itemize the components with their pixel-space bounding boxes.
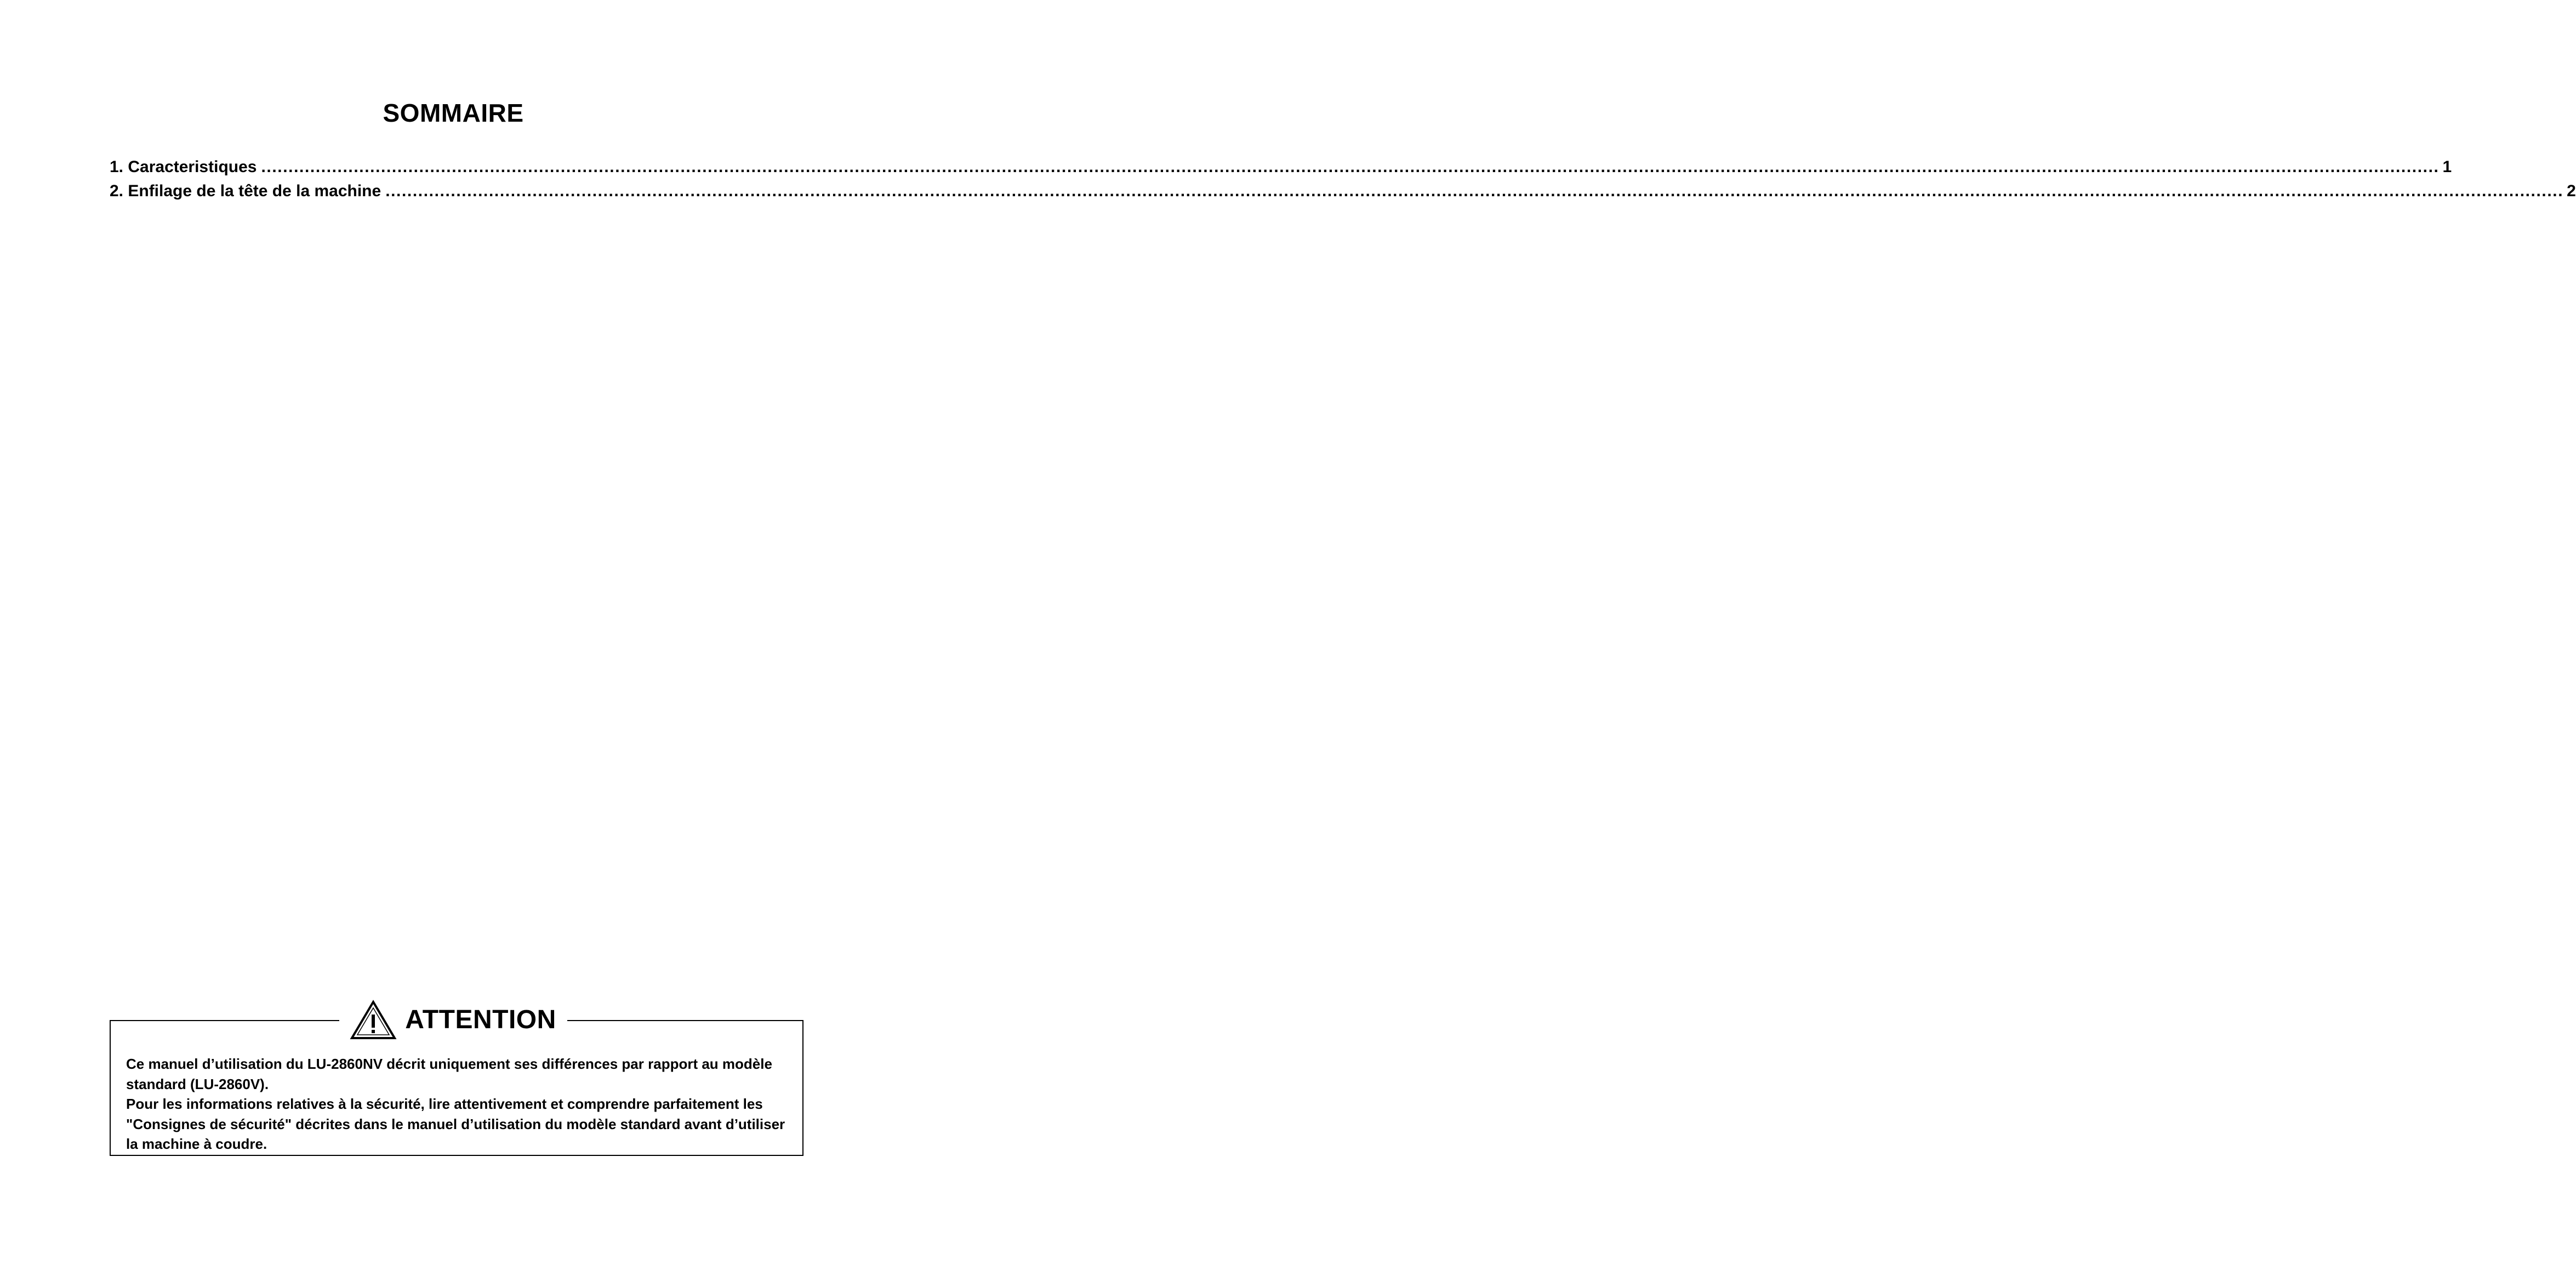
- toc-entry-page: 2: [2567, 182, 2576, 200]
- toc-entry[interactable]: [110, 155, 2452, 179]
- page-title: SOMMAIRE: [383, 99, 524, 127]
- table-of-contents: [110, 155, 2576, 203]
- caution-box: [110, 1020, 803, 1156]
- toc-entry-label: 1. Caracteristiques: [110, 158, 257, 176]
- toc-entry-page: 1: [2442, 158, 2452, 176]
- caution-title: ATTENTION: [405, 1005, 556, 1034]
- caution-text: [126, 1054, 787, 1154]
- toc-entry[interactable]: [110, 179, 2576, 203]
- caution-paragraph: Pour les informations relatives à la sécurité, lire attentivement et comprendre parfaitement les "Consignes de sécurité" décrites dans le manuel d’utilisation du modèle standard avant d’utiliser la machine à coudre.: [126, 1096, 785, 1152]
- toc-dot-leader: ................................................................................................................................................................................................................................................................................................................................................................................................................: [385, 182, 2564, 200]
- caution-paragraph: Ce manuel d’utilisation du LU-2860NV décrit uniquement ses différences par rapport au modèle standard (LU-2860V).: [126, 1056, 772, 1092]
- toc-dot-leader: ................................................................................................................................................................................................................................................................................................................................................................................................................: [261, 158, 2440, 176]
- toc-entry-label: 2. Enfilage de la tête de la machine: [110, 182, 381, 200]
